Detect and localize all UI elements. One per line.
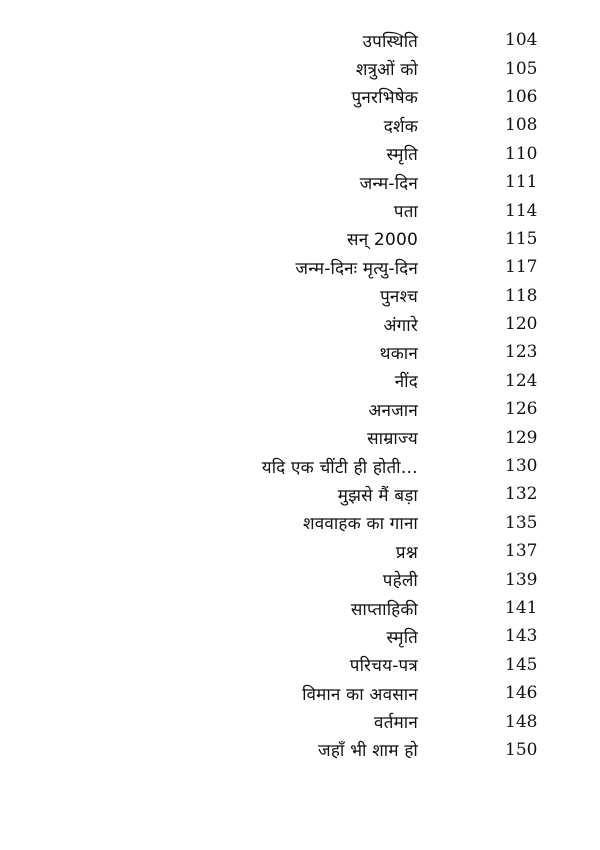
toc-entry-page-number: 135 <box>505 512 538 533</box>
toc-entry-title: परिचय-पत्र <box>349 656 418 677</box>
table-of-contents <box>0 26 600 764</box>
toc-entry-page-number: 148 <box>505 711 538 732</box>
toc-entry <box>0 253 600 281</box>
toc-entry <box>0 367 600 395</box>
toc-entry-page-number: 137 <box>505 541 538 562</box>
toc-entry <box>0 509 600 537</box>
toc-entry <box>0 54 600 82</box>
toc-entry-page-number: 124 <box>505 370 538 391</box>
toc-entry <box>0 565 600 593</box>
toc-entry-title: सन् 2000 <box>347 230 418 251</box>
toc-entry-page-number: 130 <box>505 456 538 477</box>
toc-entry-page-number: 139 <box>505 569 538 590</box>
toc-entry-title: मुझसे मैं बड़ा <box>337 485 418 506</box>
toc-entry-page-number: 118 <box>505 285 538 306</box>
toc-entry <box>0 168 600 196</box>
toc-entry-title: दर्शक <box>383 116 418 137</box>
toc-entry-title: वर्तमान <box>374 713 418 734</box>
toc-entry-page-number: 111 <box>505 172 538 193</box>
toc-entry-title: यदि एक चींटी ही होती… <box>261 457 418 478</box>
toc-entry <box>0 310 600 338</box>
toc-entry <box>0 452 600 480</box>
toc-entry <box>0 423 600 451</box>
toc-entry-title: स्मृति <box>386 145 418 166</box>
toc-entry-page-number: 104 <box>505 30 538 51</box>
toc-entry <box>0 707 600 735</box>
toc-entry-page-number: 129 <box>505 427 538 448</box>
toc-entry-title: नींद <box>394 372 418 393</box>
toc-entry-title: शत्रुओं को <box>355 60 418 81</box>
toc-entry-page-number: 117 <box>505 257 538 278</box>
toc-entry-page-number: 123 <box>505 342 538 363</box>
toc-entry <box>0 395 600 423</box>
toc-entry-page-number: 120 <box>505 314 538 335</box>
toc-entry-page-number: 126 <box>505 399 538 420</box>
toc-entry-page-number: 115 <box>505 228 538 249</box>
toc-entry-title: अंगारे <box>383 315 418 336</box>
toc-entry <box>0 111 600 139</box>
toc-entry <box>0 622 600 650</box>
toc-entry-title: उपस्थिति <box>362 31 418 52</box>
toc-entry <box>0 594 600 622</box>
toc-entry <box>0 480 600 508</box>
toc-entry-page-number: 106 <box>505 86 538 107</box>
toc-entry-page-number: 114 <box>505 200 538 221</box>
toc-entry <box>0 225 600 253</box>
toc-entry-title: पता <box>393 202 418 223</box>
toc-entry <box>0 282 600 310</box>
toc-entry-page-number: 150 <box>505 739 538 760</box>
toc-entry <box>0 679 600 707</box>
toc-entry <box>0 651 600 679</box>
toc-entry-title: अनजान <box>368 400 418 421</box>
toc-entry <box>0 338 600 366</box>
toc-entry-title: शववाहक का गाना <box>302 514 418 535</box>
toc-entry-page-number: 108 <box>505 115 538 136</box>
toc-entry <box>0 83 600 111</box>
toc-entry-page-number: 110 <box>505 143 538 164</box>
toc-entry <box>0 537 600 565</box>
toc-entry-page-number: 105 <box>505 58 538 79</box>
toc-entry <box>0 26 600 54</box>
toc-entry <box>0 736 600 764</box>
toc-entry-title: पुनश्च <box>380 287 418 308</box>
toc-entry-title: विमान का अवसान <box>302 684 418 705</box>
toc-entry-title: पुनरभिषेक <box>351 88 418 109</box>
toc-entry-title: प्रश्न <box>395 542 418 563</box>
toc-entry-title: जहाँ भी शाम हो <box>318 741 418 762</box>
toc-entry-title: पहेली <box>382 571 418 592</box>
toc-entry-title: साम्राज्य <box>367 429 418 450</box>
toc-entry <box>0 140 600 168</box>
toc-entry <box>0 196 600 224</box>
toc-entry-page-number: 143 <box>505 626 538 647</box>
toc-entry-title: थकान <box>379 343 418 364</box>
toc-entry-title: साप्ताहिकी <box>350 599 418 620</box>
toc-entry-page-number: 145 <box>505 654 538 675</box>
toc-entry-title: स्मृति <box>386 627 418 648</box>
toc-entry-page-number: 146 <box>505 683 538 704</box>
toc-entry-page-number: 141 <box>505 598 538 618</box>
toc-entry-page-number: 132 <box>505 484 538 505</box>
toc-entry-title: जन्म-दिनः मृत्यु-दिन <box>295 258 418 279</box>
toc-entry-title: जन्म-दिन <box>359 173 418 194</box>
